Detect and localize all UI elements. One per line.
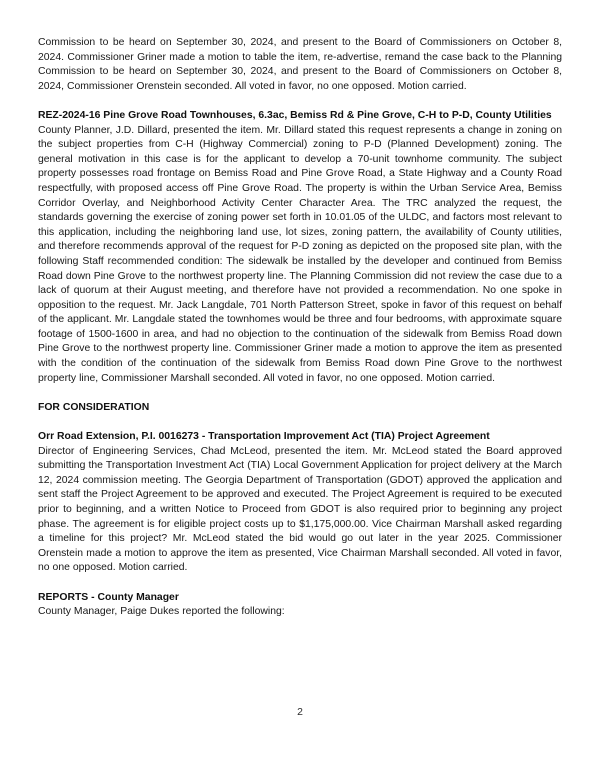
paragraph-spacer <box>38 415 562 430</box>
page-number: 2 <box>297 707 303 718</box>
paragraph-continued-from-previous-page: Commission to be heard on September 30, 2024, and present to the Board of Commissioners on October 8, 2024. Commissioner Griner made a motion to table the item, re-advertise, remand the case back to the Planning Commission to be heard on September 30, 2024, and present to the Board of Commissioners on October 8, 2024, Commissioner Orenstein seconded. All voted in favor, no one opposed. Motion carried. <box>38 37 562 92</box>
document-text-body <box>38 36 562 620</box>
paragraph-rez-2024-16-body: County Planner, J.D. Dillard, presented the item. Mr. Dillard stated this request represents a change in zoning on the subject properties from C-H (Highway Commercial) zoning to P-D (Planned Development) zoning. The general motivation in this case is for the applicant to develop a 70-unit townhome community. The subject property possesses road frontage on Bemiss Road and Pine Grove Road, a State Highway and a County Road respectfully, with proposed access off Pine Grove Road. The property is within the Urban Service Area, Bemiss Corridor Overlay, and Neighborhood Activity Center Character Area. The TRC analyzed the request, the standards governing the exercise of zoning power set forth in 10.01.05 of the ULDC, and factors most relevant to this application, including the neighboring land use, lot sizes, zoning pattern, the availability of County utilities, and therefore recommends approval of the request for P-D zoning as depicted on the proposed site plan, with the following Staff recommended condition: The sidewalk be installed by the developer and continued from Bemiss Road down Pine Grove to the northwest property line. The Planning Commission did not review the case due to a lack of quorum at their August meeting, and therefore have not provided a recommendation. No one spoke in opposition to the request. Mr. Jack Langdale, 701 North Patterson Street, spoke in favor of this request on behalf of the applicant. Mr. Langdale stated the townhomes would be three and four bedrooms, with approximate square footage of 1500-1600 in area, and had no objection to the continuation of the sidewalk from Bemiss Road down Pine Grove to the northwest property line. Commissioner Griner made a motion to approve the item as presented with the condition of the continuation of the sidewalk from Bemiss Road down Pine Grove to the northwest property line, Commissioner Marshall seconded. All voted in favor, no one opposed. Motion carried. <box>38 124 562 384</box>
paragraph-reports-body: County Manager, Paige Dukes reported the following: <box>38 606 285 618</box>
paragraph-spacer <box>38 576 562 591</box>
paragraph-spacer <box>38 386 562 401</box>
heading-orr-road-extension: Orr Road Extension, P.I. 0016273 - Transportation Improvement Act (TIA) Project Agreement <box>38 431 490 443</box>
heading-rez-2024-16: REZ-2024-16 Pine Grove Road Townhouses, 6.3ac, Bemiss Rd & Pine Grove, C-H to P-D, County Utilities <box>38 109 552 121</box>
heading-for-consideration: FOR CONSIDERATION <box>38 401 150 413</box>
paragraph-orr-road-body: Director of Engineering Services, Chad McLeod, presented the item. Mr. McLeod stated the Board approved submitting the Transportation Investment Act (TIA) Local Government Application for project delivery at the March 12, 2024 commission meeting. The Georgia Department of Transportation (GDOT) approved the application and sent staff the Project Agreement to be approved and executed. The Project Agreement is required to be executed prior to beginning, and a written Notice to Proceed from GDOT is also required prior to beginning any project phase. The agreement is for eligible project costs up to $1,175,000.00. Vice Chairman Marshall asked regarding a timeline for this project? Mr. McLeod stated the bid would go out later in the year 2025. Commissioner Orenstein made a motion to approve the item as presented, Vice Chairman Marshall seconded. All voted in favor, no one opposed. Motion carried. <box>38 445 562 574</box>
paragraph-spacer <box>38 94 562 109</box>
heading-reports-county-manager: REPORTS - County Manager <box>38 591 179 603</box>
